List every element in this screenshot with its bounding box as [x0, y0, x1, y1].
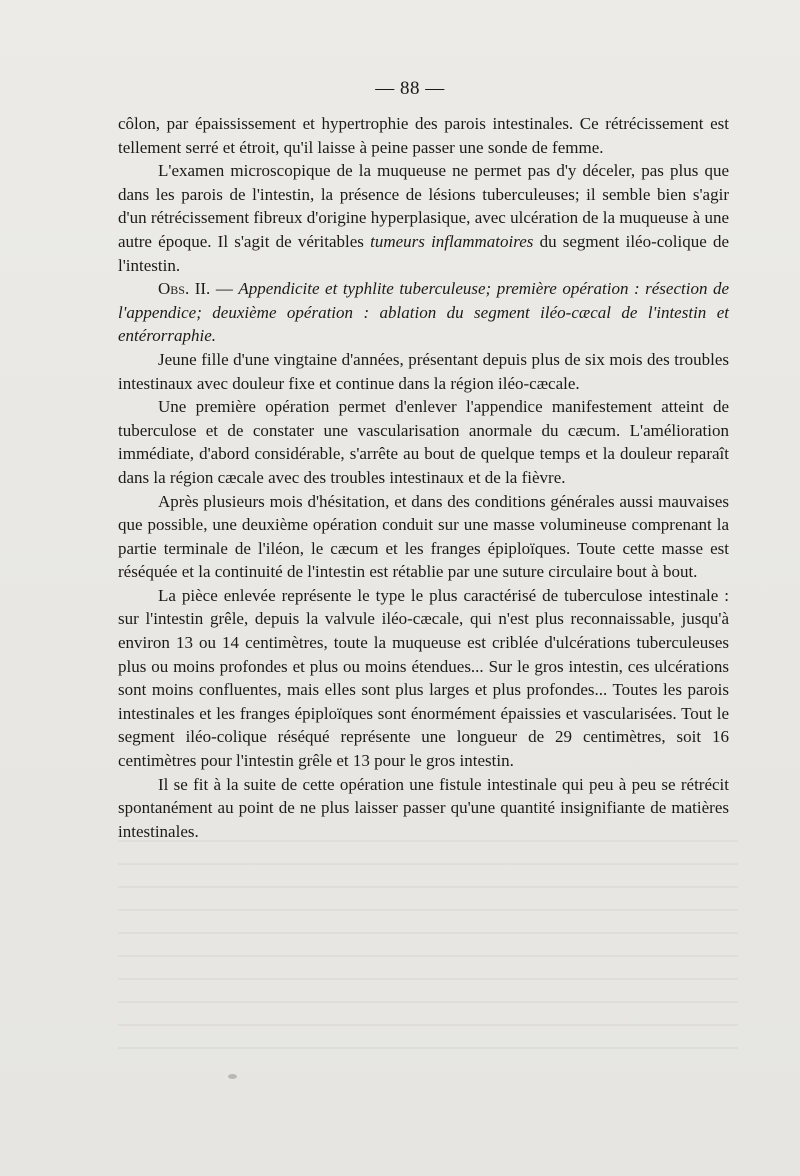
- page-number: — 88 —: [375, 78, 445, 99]
- paragraph-1: côlon, par épaississement et hypertrophie des parois intestinales. Ce rétrécissement est tellement serré et étroit, qu'il laisse à peine passer une sonde de femme.: [118, 114, 729, 157]
- paragraph-2-emphasis: tumeurs inflammatoires: [370, 231, 534, 251]
- body-text: [118, 112, 729, 843]
- show-through-texture: [118, 840, 738, 1060]
- paper-speck: [228, 1074, 237, 1079]
- paragraph-7: Il se fit à la suite de cette opération une fistule intestinale qui peu à peu se rétrécit spontanément au point de ne plus laisser passer qu'une quantité insignifiante de matières intestinales.: [118, 774, 729, 841]
- observation-label: Obs.: [158, 279, 190, 299]
- observation-heading: [118, 277, 729, 348]
- paragraph-3: Jeune fille d'une vingtaine d'années, présentant depuis plus de six mois des troubles intestinaux avec douleur fixe et continue dans la région iléo-cæcale.: [118, 349, 729, 393]
- paragraph-2-text-a: L'examen microscopique de la muqueuse ne permet pas d'y déceler, pas plus que dans les parois de l'intestin, la présence de lésions tuberculeuses; il semble bien s'agir d'un rétrécissement fibreux d'origine hyperplasique, avec ulcération de la muqueuse à une autre époque. Il s'agit de véritables: [118, 161, 729, 251]
- observation-dash: —: [215, 279, 239, 299]
- paragraph-6: La pièce enlevée représente le type le plus caractérisé de tuberculose intestinale : sur l'intestin grêle, depuis la valvule iléo-cæcale, qui n'est plus reconnaissable, jusqu'à environ 13 ou 14 centimètres, toute la muqueuse est criblée d'ulcérations tuberculeuses plus ou moins profondes et plus ou moins étendues... Sur le gros intestin, ces ulcérations sont moins confluentes, mais elles sont plus larges et plus profondes... Toutes les parois intestinales et les franges épiploïques sont énormément épaissies et vascularisées. Tout le segment iléo-colique réséqué représente une longueur de 29 centimètres, soit 16 centimètres pour l'intestin grêle et 13 pour le gros intestin.: [118, 585, 729, 771]
- paragraph-2-text-b: du segment iléo-colique de l'intestin.: [118, 231, 730, 275]
- paragraph-4: Une première opération permet d'enlever l'appendice manifestement atteint de tuberculose et de constater une vascularisation anormale du cæcum. L'amélioration immédiate, d'abord considérable, s'arrête au bout de quelque temps et la douleur reparaît dans la région cæcale avec des troubles intestinaux et de la fièvre.: [118, 397, 729, 487]
- observation-number: II.: [189, 279, 216, 299]
- observation-title: Appendicite et typhlite tuberculeuse; première opération : résection de l'appendice; deuxième opération : ablation du segment iléo-cæcal de l'intestin et entérorraphie.: [118, 279, 730, 346]
- paragraph-5: Après plusieurs mois d'hésitation, et dans des conditions générales aussi mauvaises que possible, une deuxième opération conduit sur une masse volumineuse comprenant la partie terminale de l'iléon, le cæcum et les franges épiploïques. Toute cette masse est réséquée et la continuité de l'intestin est rétablie par une suture circulaire bout à bout.: [118, 491, 729, 582]
- paragraph-2: [118, 159, 729, 277]
